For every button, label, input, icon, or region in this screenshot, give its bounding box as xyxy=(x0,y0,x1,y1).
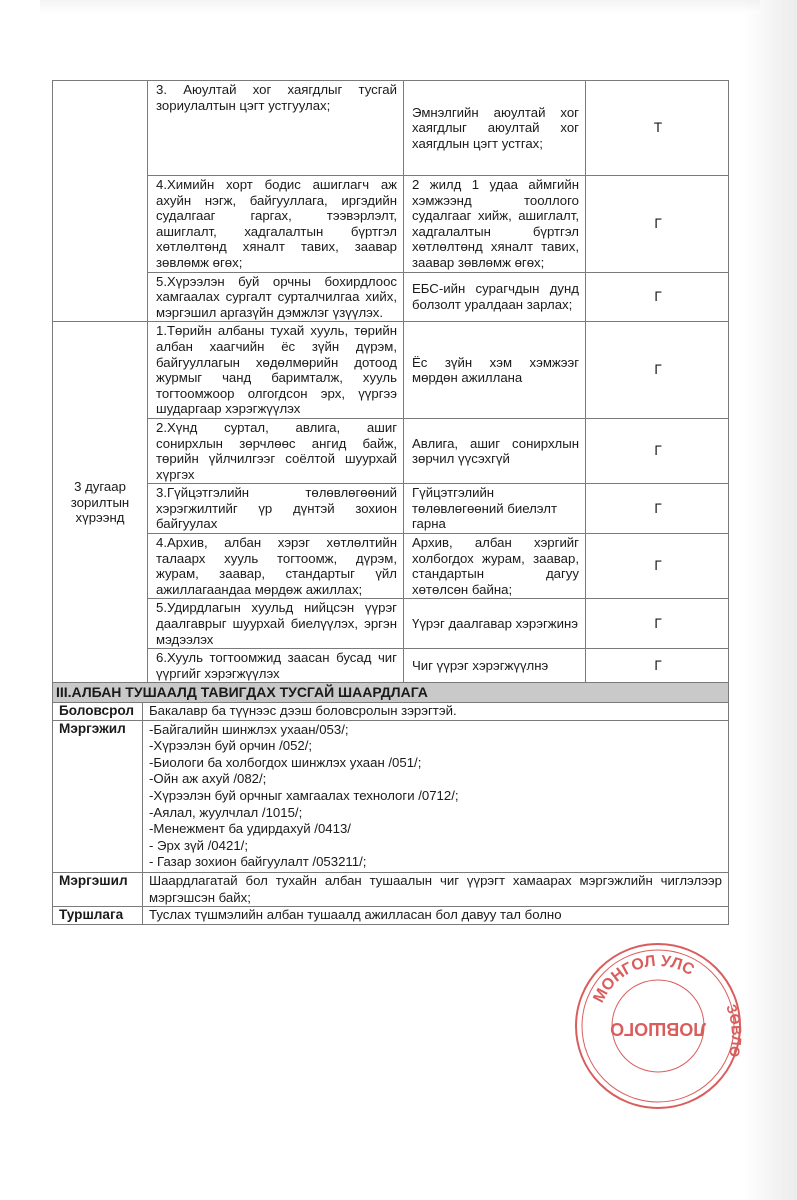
profession-list xyxy=(143,720,729,872)
grade-cell: Г xyxy=(586,534,729,599)
result-cell: Ёс зүйн хэм хэмжээг мөрдөн ажиллана xyxy=(404,322,586,419)
table-row xyxy=(53,599,729,649)
experience-label: Туршлага xyxy=(53,907,143,925)
profession-item: - Газар зохион байгуулалт /053211/; xyxy=(149,854,367,870)
task-cell: 1.Төрийн албаны тухай хууль, төрийн албан хаагчийн ёс зүйн дүрэм, байгууллагын хөдөлмөрийн дотоод журмыг чанд баримталж, хууль тогтоомжоор олгогдсон эрх, үүргээ шударгаар хэрэгжүүлэх xyxy=(148,322,404,419)
table-row xyxy=(53,322,729,419)
grade-cell: Г xyxy=(586,176,729,273)
experience-row xyxy=(53,907,729,925)
task-cell: 6.Хууль тогтоомжид заасан бусад чиг үүргийг хэрэгжүүлэх xyxy=(148,649,404,683)
result-cell: Архив, албан хэргийг холбогдох журам, заавар, стандартын дагуу хөтөлсөн байна; xyxy=(404,534,586,599)
table-row xyxy=(53,534,729,599)
task-cell: 5.Хүрээлэн буй орчны бохирдлоос хамгаалах сургалт сурталчилгаа хийх, мэргэшил аргазүйн дэмжлэг үзүүлэх. xyxy=(148,272,404,322)
profession-item: -Хүрээлэн буй орчныг хамгаалах технологи /0712/; xyxy=(149,787,459,803)
stamp-side-text: ЗӨВЛӨ xyxy=(723,1001,745,1059)
stamp-rings xyxy=(576,944,740,1108)
grade-cell: Г xyxy=(586,272,729,322)
task-cell: 3. Аюултай хог хаягдлыг тусгай зориулалтын цэгт устгуулах; xyxy=(148,81,404,176)
grade-cell: Г xyxy=(586,418,729,483)
education-label: Боловсрол xyxy=(53,703,143,721)
goal-cell: 3 дугаар зорилтын хүрээнд xyxy=(53,322,148,683)
stamp-inner-ring xyxy=(582,950,734,1102)
grade-cell: Т xyxy=(586,81,729,176)
task-cell: 4.Архив, албан хэрэг хөтлөлтийн талаарх хууль тогтоомж, дүрэм, журам, заавар, стандартыг үйл ажиллагаандаа мөрдөж ажиллах; xyxy=(148,534,404,599)
requirements-table xyxy=(52,682,729,924)
result-cell: Үүрэг даалгавар хэрэгжинэ xyxy=(404,599,586,649)
specialization-row xyxy=(53,872,729,906)
profession-item: -Менежмент ба удирдахуй /0413/ xyxy=(149,821,351,837)
result-cell: ЕБС-ийн сурагчдын дунд болзолт уралдаан зарлах; xyxy=(404,272,586,322)
task-cell: 3.Гүйцэтгэлийн төлөвлөгөөний хэрэгжилтийг үр дүнтэй зохион байгуулах xyxy=(148,484,404,534)
grade-cell: Г xyxy=(586,322,729,419)
result-cell: Чиг үүрэг хэрэгжүүлнэ xyxy=(404,649,586,683)
profession-item: -Аялал, жуулчлал /1015/; xyxy=(149,804,303,820)
profession-item: -Ойн аж ахуй /082/; xyxy=(149,771,267,787)
table-row xyxy=(53,81,729,176)
table-row xyxy=(53,418,729,483)
profession-label: Мэргэжил xyxy=(53,720,143,872)
education-row xyxy=(53,703,729,721)
official-stamp xyxy=(558,931,758,1121)
grade-cell: Г xyxy=(586,484,729,534)
stamp-top-text: МОНГОЛ УЛС xyxy=(590,952,697,1006)
table-row xyxy=(53,484,729,534)
profession-item: -Байгалийн шинжлэх ухаан/053/; xyxy=(149,721,349,737)
table-row xyxy=(53,272,729,322)
profession-item: -Хүрээлэн буй орчин /052/; xyxy=(149,738,313,754)
grade-cell: Г xyxy=(586,599,729,649)
result-cell: Гүйцэтгэлийн төлөвлөгөөний биелэлт гарна xyxy=(404,484,586,534)
table-row xyxy=(53,649,729,683)
result-cell: Авлига, ашиг сонирхлын зөрчил үүсэхгүй xyxy=(404,418,586,483)
section-title: III.АЛБАН ТУШААЛД ТАВИГДАХ ТУСГАЙ ШААРДЛАГА xyxy=(53,683,729,703)
profession-item: - Эрх зүй /0421/; xyxy=(149,837,248,853)
task-cell: 5.Удирдлагын хуульд нийцсэн үүрэг даалгаврыг шуурхай биелүүлэх, эргэн мэдээлэх xyxy=(148,599,404,649)
grade-cell: Г xyxy=(586,649,729,683)
section-header-row xyxy=(53,683,729,703)
tasks-table xyxy=(52,80,729,683)
stamp-outer-ring xyxy=(576,944,740,1108)
task-cell: 4.Химийн хорт бодис ашиглагч аж ахуйн нэгж, байгууллага, иргэдийн судалгааг гаргах, тээвэрлэлт, ашиглалт, хадгалалтын бүртгэл хөтлөлтөнд хяналт тавих, заавар зөвлөмж өгөх; xyxy=(148,176,404,273)
education-value: Бакалавр ба түүнээс дээш боловсролын зэрэгтэй. xyxy=(143,703,729,721)
task-cell: 2.Хүнд суртал, авлига, ашиг сонирхлын зөрчлөөс ангид байж, төрийн үйлчилгээг соёлтой шуурхай хүргэх xyxy=(148,418,404,483)
profession-item: -Биологи ба холбогдох шинжлэх ухаан /051/; xyxy=(149,754,422,770)
profession-row xyxy=(53,720,729,872)
specialization-label: Мэргэшил xyxy=(53,872,143,906)
page-edge-shadow xyxy=(742,0,797,1200)
stamp-center-ring xyxy=(612,980,704,1072)
specialization-value: Шаардлагатай бол тухайн албан тушаалын чиг үүрэгт хамаарах мэргэжлийн чиглэлээр мэргэшсэн байх; xyxy=(143,872,729,906)
result-cell: 2 жилд 1 удаа аймгийн хэмжээнд тооллого судалгааг хийж, ашиглалт, хадгалалтын бүртгэл хөтлөлтөнд хяналт тавих, заавар зөвлөмж өгөх; xyxy=(404,176,586,273)
table-row xyxy=(53,176,729,273)
goal-cell xyxy=(53,81,148,322)
experience-value: Туслах түшмэлийн албан тушаалд ажилласан бол давуу тал болно xyxy=(143,907,729,925)
stamp-center-text: ЛОВШОГО xyxy=(610,1018,706,1039)
result-cell: Эмнэлгийн аюултай хог хаягдлыг аюултай хог хаягдлын цэгт устгах; xyxy=(404,81,586,176)
